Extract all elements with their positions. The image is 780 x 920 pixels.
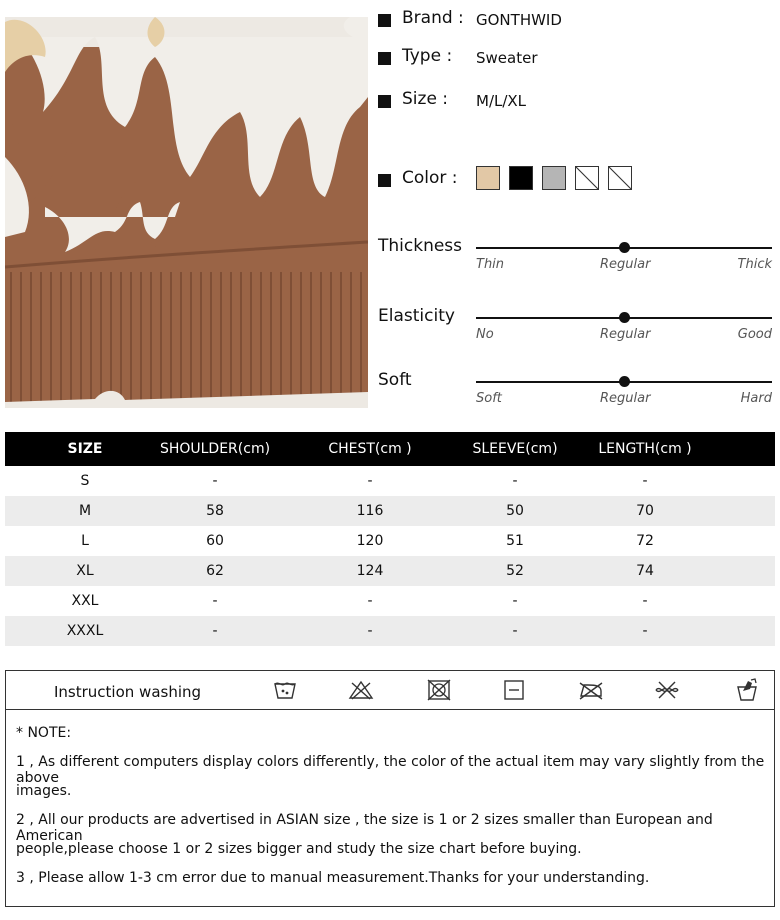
washing-instructions bbox=[5, 670, 775, 710]
table-cell: 120 bbox=[356, 533, 384, 549]
table-cell: 52 bbox=[506, 563, 524, 579]
scale-title: Thickness bbox=[378, 236, 463, 256]
bullet-square-icon bbox=[378, 52, 391, 65]
table-cell: - bbox=[512, 623, 518, 639]
table-cell: - bbox=[512, 473, 518, 489]
type-value: Sweater bbox=[476, 49, 538, 67]
color-swatch[interactable] bbox=[509, 166, 533, 190]
note-2: 2 , All our products are advertised in ASIAN size , the size is 1 or 2 sizes smaller than European and American bbox=[16, 812, 713, 844]
size-value: M/L/XL bbox=[476, 92, 527, 110]
no-iron-icon bbox=[578, 677, 604, 703]
header-cell: SIZE bbox=[67, 441, 103, 457]
scale-title: Elasticity bbox=[378, 306, 455, 326]
table-cell: 60 bbox=[206, 533, 224, 549]
scale-mid-label: Regular bbox=[600, 391, 651, 406]
scale-mid-label: Regular bbox=[600, 327, 651, 342]
product-photo bbox=[5, 17, 368, 408]
note-1-cont: images. bbox=[16, 783, 72, 799]
table-row bbox=[5, 556, 775, 586]
table-cell: 124 bbox=[356, 563, 384, 579]
type-label: Type : bbox=[402, 46, 453, 66]
table-row bbox=[5, 616, 775, 646]
table-header bbox=[5, 432, 775, 466]
color-swatches bbox=[476, 166, 632, 190]
table-cell: XXXL bbox=[66, 623, 104, 639]
table-row bbox=[5, 496, 775, 526]
scale-indicator bbox=[619, 242, 630, 253]
table-cell: 62 bbox=[206, 563, 224, 579]
note-3: 3 , Please allow 1-3 cm error due to manual measurement.Thanks for your understanding. bbox=[16, 870, 650, 886]
table-cell: - bbox=[512, 593, 518, 609]
brand-label: Brand : bbox=[402, 8, 464, 28]
table-cell: 50 bbox=[506, 503, 524, 519]
table-cell: 116 bbox=[356, 503, 384, 519]
table-cell: - bbox=[642, 623, 648, 639]
dry-clean-icon bbox=[734, 677, 760, 703]
table-row bbox=[5, 526, 775, 556]
color-swatch[interactable] bbox=[608, 166, 632, 190]
scale-low-label: No bbox=[476, 327, 494, 342]
brand-value: GONTHWID bbox=[476, 11, 562, 29]
table-cell: 58 bbox=[206, 503, 224, 519]
bullet-square-icon bbox=[378, 95, 391, 108]
table-cell: 72 bbox=[636, 533, 654, 549]
scale-high-label: Good bbox=[737, 327, 772, 342]
table-cell: 70 bbox=[636, 503, 654, 519]
header-cell: SHOULDER(cm) bbox=[159, 441, 271, 457]
no-tumble-dry-icon bbox=[426, 677, 452, 703]
table-cell: - bbox=[642, 473, 648, 489]
scale-high-label: Hard bbox=[740, 391, 772, 406]
table-cell: L bbox=[81, 533, 89, 549]
scale-indicator bbox=[619, 312, 630, 323]
table-cell: - bbox=[212, 593, 218, 609]
scale-low-label: Thin bbox=[476, 257, 505, 272]
table-cell: XL bbox=[76, 563, 94, 579]
scale-high-label: Thick bbox=[737, 257, 772, 272]
table-cell: 74 bbox=[636, 563, 654, 579]
notes-box bbox=[5, 710, 775, 907]
no-wring-icon bbox=[654, 677, 680, 703]
table-cell: M bbox=[78, 503, 92, 519]
hand-wash-icon bbox=[272, 677, 298, 703]
dry-flat-icon bbox=[501, 677, 527, 703]
scale-low-label: Soft bbox=[476, 391, 502, 406]
color-swatch[interactable] bbox=[476, 166, 500, 190]
table-cell: - bbox=[642, 593, 648, 609]
scale-title: Soft bbox=[378, 370, 412, 390]
color-swatch[interactable] bbox=[575, 166, 599, 190]
table-row bbox=[5, 586, 775, 616]
table-cell: 51 bbox=[506, 533, 524, 549]
header-cell: LENGTH(cm ) bbox=[598, 441, 692, 457]
table-cell: S bbox=[80, 473, 90, 489]
bullet-square-icon bbox=[378, 174, 391, 187]
color-label: Color : bbox=[402, 168, 458, 188]
washing-title: Instruction washing bbox=[54, 683, 202, 701]
size-chart-table bbox=[5, 432, 775, 646]
notes-heading: * NOTE: bbox=[16, 725, 72, 741]
note-1: 1 , As different computers display colors differently, the color of the actual item may vary slightly from the above bbox=[16, 754, 765, 786]
color-swatch[interactable] bbox=[542, 166, 566, 190]
scale-mid-label: Regular bbox=[600, 257, 651, 272]
table-cell: - bbox=[212, 623, 218, 639]
header-cell: SLEEVE(cm) bbox=[472, 441, 558, 457]
note-2-cont: people,please choose 1 or 2 sizes bigger and study the size chart before buying. bbox=[16, 841, 582, 857]
table-cell: - bbox=[367, 473, 373, 489]
no-bleach-icon bbox=[348, 677, 374, 703]
header-cell: CHEST(cm ) bbox=[328, 441, 412, 457]
table-cell: - bbox=[367, 593, 373, 609]
bullet-square-icon bbox=[378, 14, 391, 27]
size-label: Size : bbox=[402, 89, 449, 109]
table-cell: - bbox=[212, 473, 218, 489]
table-cell: - bbox=[367, 623, 373, 639]
table-cell: XXL bbox=[71, 593, 99, 609]
table-row bbox=[5, 466, 775, 496]
scale-indicator bbox=[619, 376, 630, 387]
